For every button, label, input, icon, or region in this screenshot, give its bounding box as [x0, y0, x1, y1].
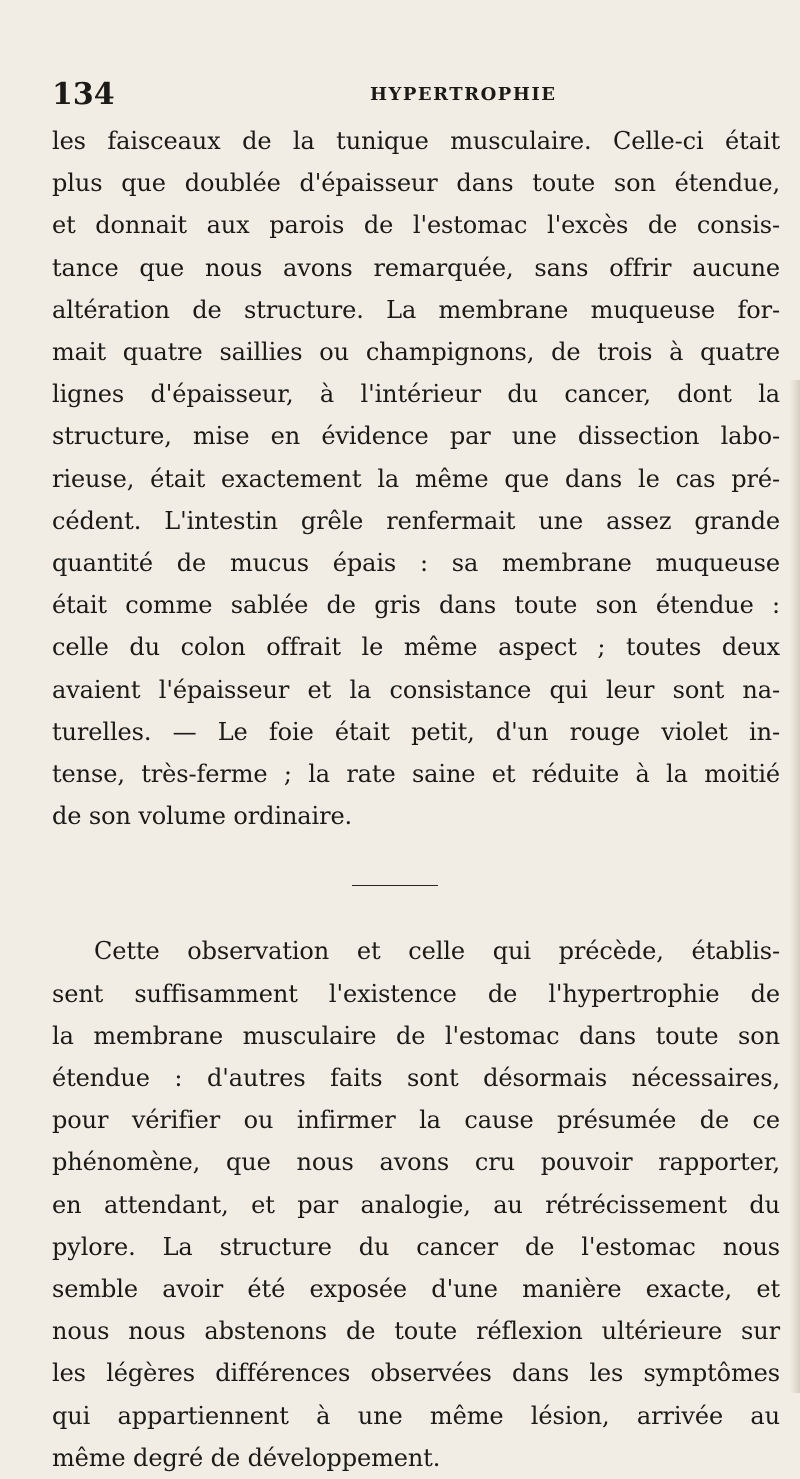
text-line: les faisceaux de la tunique musculaire. Celle-ci était: [52, 127, 780, 155]
text-line: altération de structure. La membrane muqueuse for-: [52, 295, 780, 324]
text-line: cédent. L'intestin grêle renfermait une assez grande: [52, 506, 780, 535]
text-line: turelles. — Le foie était petit, d'un rouge violet in-: [52, 717, 780, 746]
text-line: même degré de développement.: [52, 1443, 441, 1472]
text-line: semble avoir été exposée d'une manière exacte, et: [52, 1275, 780, 1304]
page-number: 134: [52, 77, 115, 112]
text-line: les légères différences observées dans les symptômes: [52, 1359, 780, 1388]
text-line: rieuse, était exactement la même que dans le cas pré-: [52, 464, 780, 493]
paragraph-autopsy: [52, 120, 782, 837]
text-line: était comme sablée de gris dans toute son étendue :: [52, 591, 780, 620]
text-line: pylore. La structure du cancer de l'estomac nous: [52, 1232, 780, 1261]
page-edge-shadow: [790, 380, 800, 1393]
paragraph-conclusion: [52, 930, 782, 1479]
text-line: sent suffisamment l'existence de l'hypertrophie de: [52, 979, 780, 1008]
text-line: mait quatre saillies ou champignons, de trois à quatre: [52, 338, 780, 367]
text-line: nous nous abstenons de toute réflexion ultérieure sur: [52, 1317, 780, 1346]
text-line: et donnait aux parois de l'estomac l'excès de consis-: [52, 211, 780, 240]
text-line: Cette observation et celle qui précède, établis-: [94, 937, 780, 966]
text-line: phénomène, que nous avons cru pouvoir rapporter,: [52, 1148, 780, 1177]
text-line: la membrane musculaire de l'estomac dans toute son: [52, 1021, 780, 1050]
text-line: lignes d'épaisseur, à l'intérieur du cancer, dont la: [52, 380, 780, 409]
text-line: structure, mise en évidence par une dissection labo-: [52, 422, 780, 451]
text-line: avaient l'épaisseur et la consistance qui leur sont na-: [52, 675, 780, 704]
text-line: qui appartiennent à une même lésion, arrivée au: [52, 1401, 780, 1430]
text-line: tense, très-ferme ; la rate saine et réduite à la moitié: [52, 760, 780, 789]
text-line: celle du colon offrait le même aspect ; toutes deux: [52, 633, 780, 662]
text-line: tance que nous avons remarquée, sans offrir aucune: [52, 253, 780, 282]
text-line: pour vérifier ou infirmer la cause présumée de ce: [52, 1106, 780, 1135]
text-line: plus que doublée d'épaisseur dans toute son étendue,: [52, 169, 780, 198]
text-line: quantité de mucus épais : sa membrane muqueuse: [52, 549, 780, 578]
text-line: en attendant, et par analogie, au rétrécissement du: [52, 1190, 780, 1219]
text-line: étendue : d'autres faits sont désormais nécessaires,: [52, 1064, 780, 1093]
page-header: [52, 78, 782, 118]
running-head: HYPERTROPHIE: [370, 84, 557, 105]
section-divider: [352, 885, 438, 886]
text-line: de son volume ordinaire.: [52, 802, 353, 831]
